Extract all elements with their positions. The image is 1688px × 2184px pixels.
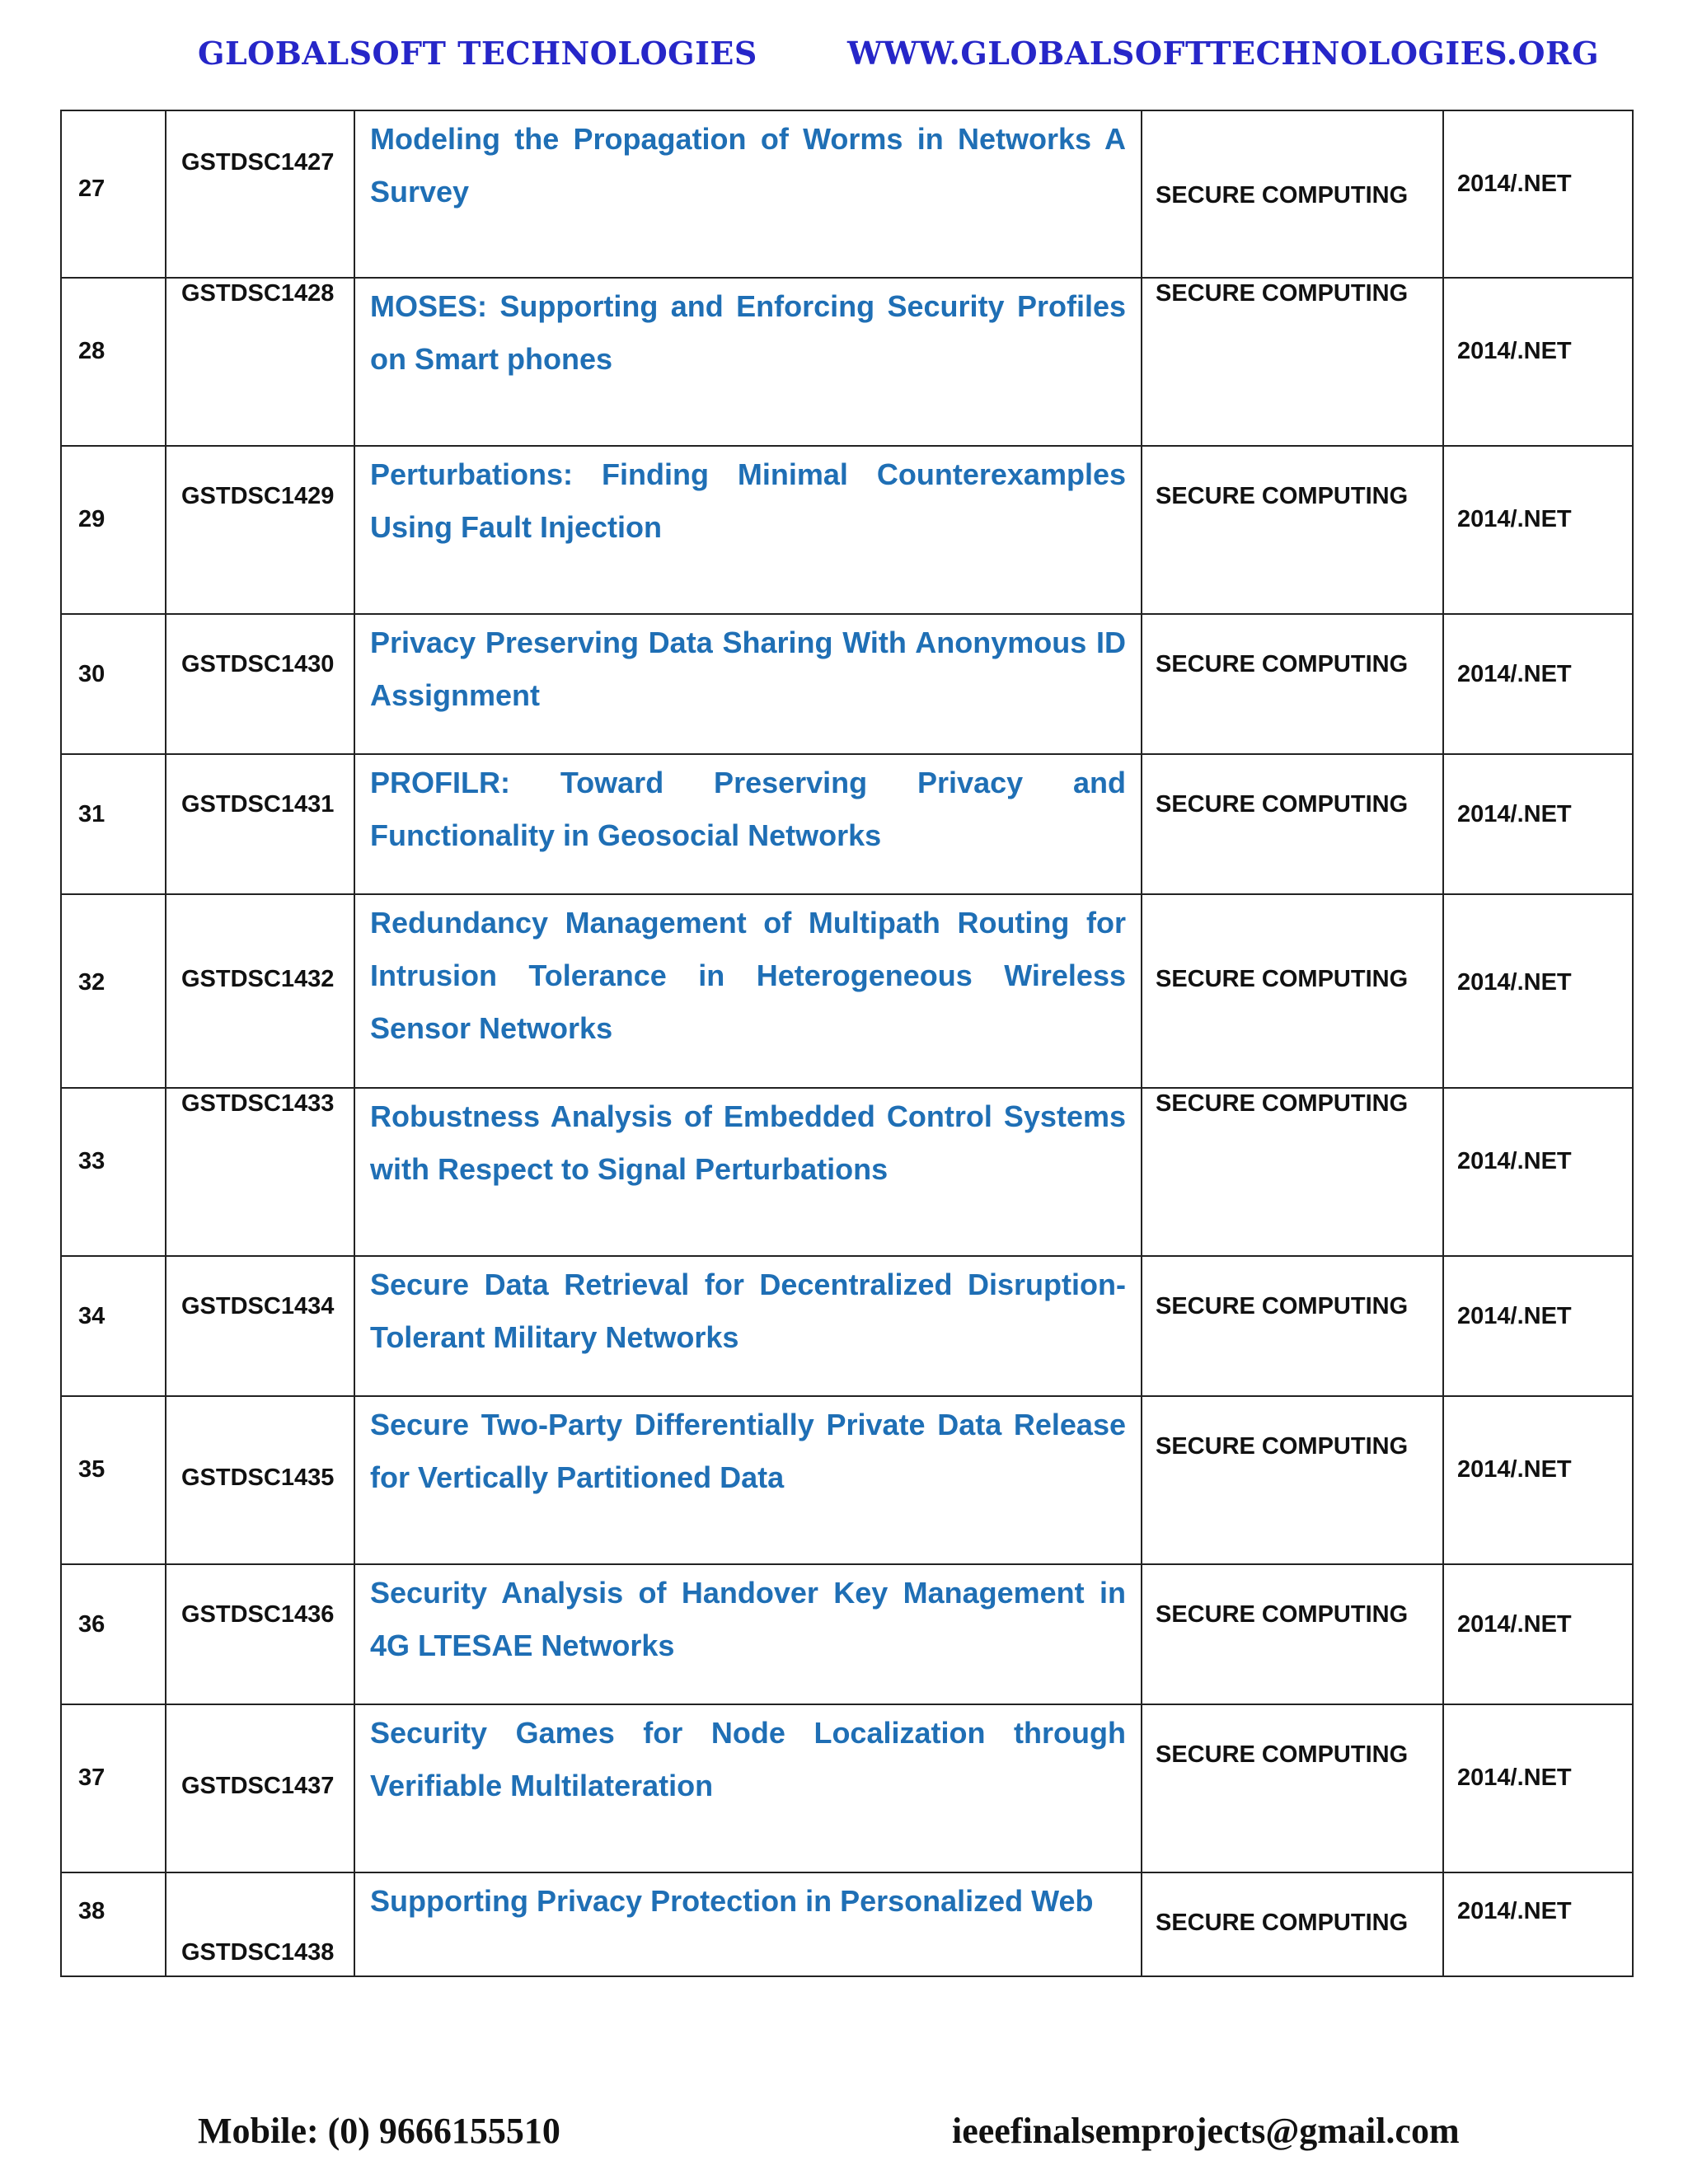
project-title-cell <box>354 754 1142 894</box>
project-code: GSTDSC1428 <box>181 280 335 307</box>
project-title: Modeling the Propagation of Worms in Networks A Survey <box>370 122 1126 209</box>
project-domain: SECURE COMPUTING <box>1156 1293 1409 1319</box>
row-number-cell <box>61 110 166 278</box>
project-code-cell <box>166 278 354 446</box>
domain-cell <box>1142 1088 1443 1256</box>
project-code: GSTDSC1435 <box>181 1465 335 1491</box>
project-code-cell <box>166 1396 354 1564</box>
year-cell <box>1443 894 1633 1088</box>
domain-cell <box>1142 1872 1443 1976</box>
projects-table <box>60 110 1634 1977</box>
row-number-cell <box>61 1872 166 1976</box>
project-title-cell <box>354 1872 1142 1976</box>
project-title-cell <box>354 894 1142 1088</box>
project-domain: SECURE COMPUTING <box>1156 1090 1409 1117</box>
company-name: GLOBALSOFT TECHNOLOGIES <box>198 35 757 72</box>
project-title-cell <box>354 1564 1142 1704</box>
project-code-cell <box>166 1088 354 1256</box>
project-title: Robustness Analysis of Embedded Control Systems with Respect to Signal Perturbations <box>370 1099 1126 1186</box>
project-code: GSTDSC1437 <box>181 1773 335 1799</box>
domain-cell <box>1142 1256 1443 1396</box>
row-number: 32 <box>78 969 106 996</box>
project-code: GSTDSC1431 <box>181 791 335 818</box>
year-cell <box>1443 1564 1633 1704</box>
row-number-cell <box>61 1256 166 1396</box>
page-header <box>0 35 1688 84</box>
domain-cell <box>1142 1704 1443 1872</box>
row-number: 30 <box>78 661 106 687</box>
domain-cell <box>1142 110 1443 278</box>
project-code: GSTDSC1433 <box>181 1090 335 1117</box>
domain-cell <box>1142 1564 1443 1704</box>
project-domain: SECURE COMPUTING <box>1156 483 1409 509</box>
project-year: 2014/.NET <box>1457 1303 1572 1329</box>
project-title-cell <box>354 1704 1142 1872</box>
project-title-cell <box>354 1256 1142 1396</box>
project-code-cell <box>166 1564 354 1704</box>
row-number: 31 <box>78 801 106 827</box>
year-cell <box>1443 110 1633 278</box>
project-year: 2014/.NET <box>1457 1456 1572 1483</box>
project-title: Secure Two-Party Differentially Private Data Release for Vertically Partitioned Data <box>370 1408 1126 1494</box>
row-number: 37 <box>78 1765 106 1791</box>
year-cell <box>1443 754 1633 894</box>
project-domain: SECURE COMPUTING <box>1156 182 1409 209</box>
table-row <box>61 1256 1633 1396</box>
domain-cell <box>1142 614 1443 754</box>
project-code: GSTDSC1427 <box>181 149 335 176</box>
table-row <box>61 754 1633 894</box>
row-number-cell <box>61 1704 166 1872</box>
project-title: Privacy Preserving Data Sharing With Anonymous ID Assignment <box>370 626 1126 712</box>
row-number-cell <box>61 614 166 754</box>
row-number: 27 <box>78 176 106 202</box>
project-code: GSTDSC1432 <box>181 966 335 992</box>
project-year: 2014/.NET <box>1457 801 1572 827</box>
row-number: 33 <box>78 1148 106 1174</box>
project-title: Security Analysis of Handover Key Management in 4G LTESAE Networks <box>370 1576 1126 1662</box>
project-domain: SECURE COMPUTING <box>1156 1910 1409 1936</box>
row-number: 38 <box>78 1898 106 1924</box>
year-cell <box>1443 1088 1633 1256</box>
project-code-cell <box>166 754 354 894</box>
project-title-cell <box>354 1088 1142 1256</box>
website-url: WWW.GLOBALSOFTTECHNOLOGIES.ORG <box>847 35 1600 72</box>
project-title: Redundancy Management of Multipath Routing for Intrusion Tolerance in Heterogeneous Wireless Sensor Networks <box>370 906 1126 1045</box>
project-year: 2014/.NET <box>1457 1611 1572 1638</box>
project-domain: SECURE COMPUTING <box>1156 1433 1409 1460</box>
project-code: GSTDSC1436 <box>181 1601 335 1628</box>
project-title-cell <box>354 1396 1142 1564</box>
domain-cell <box>1142 278 1443 446</box>
row-number-cell <box>61 278 166 446</box>
table-row <box>61 1396 1633 1564</box>
table-row <box>61 1704 1633 1872</box>
year-cell <box>1443 446 1633 614</box>
row-number-cell <box>61 446 166 614</box>
project-title-cell <box>354 614 1142 754</box>
table-row <box>61 1564 1633 1704</box>
project-domain: SECURE COMPUTING <box>1156 791 1409 818</box>
year-cell <box>1443 1872 1633 1976</box>
project-title-cell <box>354 110 1142 278</box>
row-number-cell <box>61 754 166 894</box>
table-row <box>61 1872 1633 1976</box>
row-number: 35 <box>78 1456 106 1483</box>
project-domain: SECURE COMPUTING <box>1156 651 1409 677</box>
project-code: GSTDSC1434 <box>181 1293 335 1319</box>
project-code-cell <box>166 110 354 278</box>
project-code: GSTDSC1438 <box>181 1939 335 1966</box>
domain-cell <box>1142 446 1443 614</box>
project-year: 2014/.NET <box>1457 1898 1572 1924</box>
project-code-cell <box>166 894 354 1088</box>
project-year: 2014/.NET <box>1457 1765 1572 1791</box>
project-year: 2014/.NET <box>1457 1148 1572 1174</box>
table-row <box>61 446 1633 614</box>
project-title-cell <box>354 278 1142 446</box>
row-number: 36 <box>78 1611 106 1638</box>
year-cell <box>1443 1256 1633 1396</box>
project-domain: SECURE COMPUTING <box>1156 1601 1409 1628</box>
row-number: 28 <box>78 338 106 364</box>
project-title: PROFILR: Toward Preserving Privacy and Functionality in Geosocial Networks <box>370 766 1126 852</box>
project-code-cell <box>166 1872 354 1976</box>
row-number-cell <box>61 1564 166 1704</box>
project-code-cell <box>166 1256 354 1396</box>
year-cell <box>1443 278 1633 446</box>
project-title: Security Games for Node Localization through Verifiable Multilateration <box>370 1716 1126 1802</box>
project-domain: SECURE COMPUTING <box>1156 966 1409 992</box>
project-code: GSTDSC1430 <box>181 651 335 677</box>
project-code-cell <box>166 446 354 614</box>
project-year: 2014/.NET <box>1457 661 1572 687</box>
table-row <box>61 278 1633 446</box>
project-title: Secure Data Retrieval for Decentralized Disruption-Tolerant Military Networks <box>370 1268 1126 1354</box>
table-row <box>61 1088 1633 1256</box>
project-title: Supporting Privacy Protection in Personalized Web <box>370 1884 1094 1918</box>
project-domain: SECURE COMPUTING <box>1156 280 1409 307</box>
year-cell <box>1443 1704 1633 1872</box>
project-title: MOSES: Supporting and Enforcing Security Profiles on Smart phones <box>370 289 1126 376</box>
project-code: GSTDSC1429 <box>181 483 335 509</box>
row-number: 29 <box>78 506 106 532</box>
table-row <box>61 614 1633 754</box>
domain-cell <box>1142 894 1443 1088</box>
year-cell <box>1443 614 1633 754</box>
table-row <box>61 110 1633 278</box>
project-year: 2014/.NET <box>1457 338 1572 364</box>
year-cell <box>1443 1396 1633 1564</box>
mobile-number: Mobile: (0) 9666155510 <box>198 2111 560 2151</box>
project-domain: SECURE COMPUTING <box>1156 1741 1409 1768</box>
project-title-cell <box>354 446 1142 614</box>
contact-email: ieeefinalsemprojects@gmail.com <box>952 2111 1460 2151</box>
domain-cell <box>1142 1396 1443 1564</box>
project-code-cell <box>166 1704 354 1872</box>
row-number: 34 <box>78 1303 106 1329</box>
project-title: Perturbations: Finding Minimal Counterexamples Using Fault Injection <box>370 457 1126 544</box>
project-year: 2014/.NET <box>1457 171 1572 197</box>
project-year: 2014/.NET <box>1457 969 1572 996</box>
project-code-cell <box>166 614 354 754</box>
row-number-cell <box>61 894 166 1088</box>
domain-cell <box>1142 754 1443 894</box>
row-number-cell <box>61 1396 166 1564</box>
row-number-cell <box>61 1088 166 1256</box>
table-row <box>61 894 1633 1088</box>
project-year: 2014/.NET <box>1457 506 1572 532</box>
